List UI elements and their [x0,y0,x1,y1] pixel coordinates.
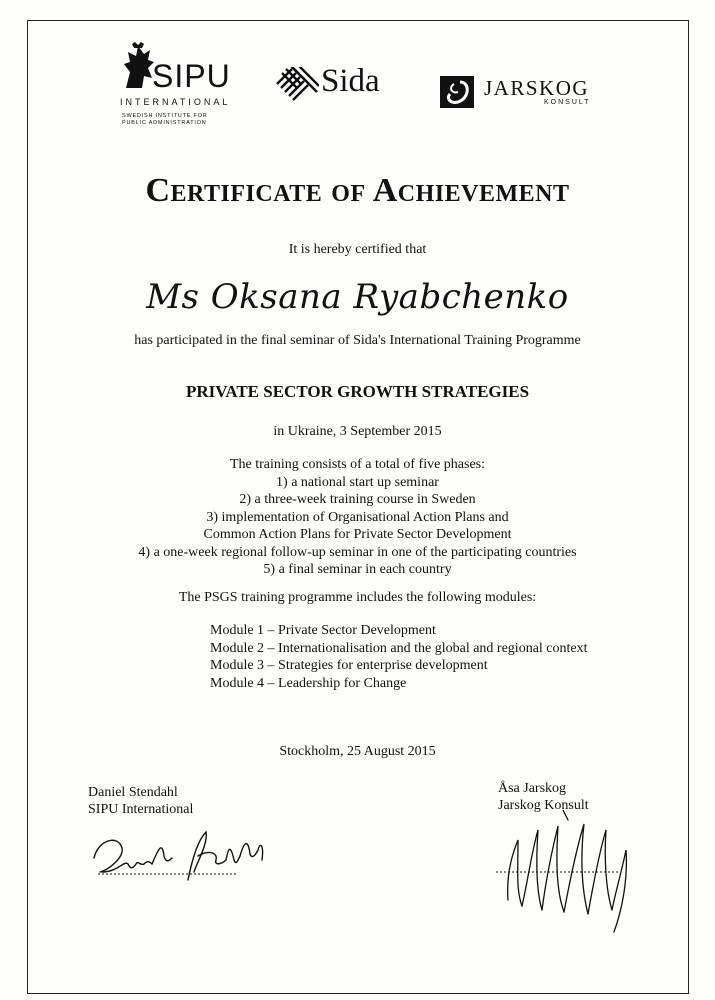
phases-block [40,456,675,579]
jarskog-monogram-icon [440,76,474,108]
sida-logo [275,65,405,105]
signatory-left [88,784,193,818]
phase-item: 2) a three-week training course in Sweden [239,492,476,507]
signatory-right-name: Åsa Jarskog [498,781,567,796]
phases-intro: The training consists of a total of five phases: [229,457,486,472]
signature-left-icon [88,820,278,900]
sipu-subtitle-line1: SWEDISH INSTITUTE FOR [122,113,208,119]
modules-list [210,622,588,692]
sipu-subtitle [122,113,242,127]
participated-line: has participated in the final seminar of Sida's International Training Programme [134,333,581,348]
sipu-international: INTERNATIONAL [120,97,231,107]
signatory-left-org: SIPU International [88,802,194,817]
sida-weave-icon [275,67,319,101]
sipu-wordmark: SIPU [152,58,231,94]
jarskog-logo [440,76,620,116]
signatory-right [498,780,589,814]
certificate-title: Certificate of Achievement [145,172,570,209]
signatory-right-org: Jarskog Konsult [498,798,589,813]
sipu-logo [110,40,235,130]
programme-name: PRIVATE SECTOR GROWTH STRATEGIES [185,382,530,401]
recipient-name: Ms Oksana Ryabchenko [146,277,569,317]
jarskog-wordmark: JARSKOG [484,76,590,100]
modules-intro: The PSGS training programme includes the following modules: [178,590,537,605]
module-item: Module 4 – Leadership for Change [210,675,407,691]
logo-row [0,40,715,130]
phase-item: 5) a final seminar in each country [263,562,452,577]
signature-right-icon [488,810,648,940]
module-item: Module 2 – Internationalisation and the global and regional context [210,640,588,656]
signatory-left-name: Daniel Stendahl [88,785,178,800]
phase-item: 1) a national start up seminar [276,474,439,490]
module-item: Module 1 – Private Sector Development [210,623,436,638]
sipu-subtitle-line2: PUBLIC ADMINISTRATION [122,120,207,126]
sida-wordmark: Sida [321,63,380,99]
phase-item: 3) implementation of Organisational Action Plans and [206,509,509,525]
jarskog-konsult: KONSULT [544,99,591,106]
certified-line: It is hereby certified that [288,242,427,257]
phase-item: Common Action Plans for Private Sector Development [203,527,512,542]
phase-item: 4) a one-week regional follow-up seminar in one of the participating countries [138,544,577,560]
issue-place-date: Stockholm, 25 August 2015 [279,744,436,759]
module-item: Module 3 – Strategies for enterprise development [210,658,488,673]
place-date: in Ukraine, 3 September 2015 [273,424,442,439]
